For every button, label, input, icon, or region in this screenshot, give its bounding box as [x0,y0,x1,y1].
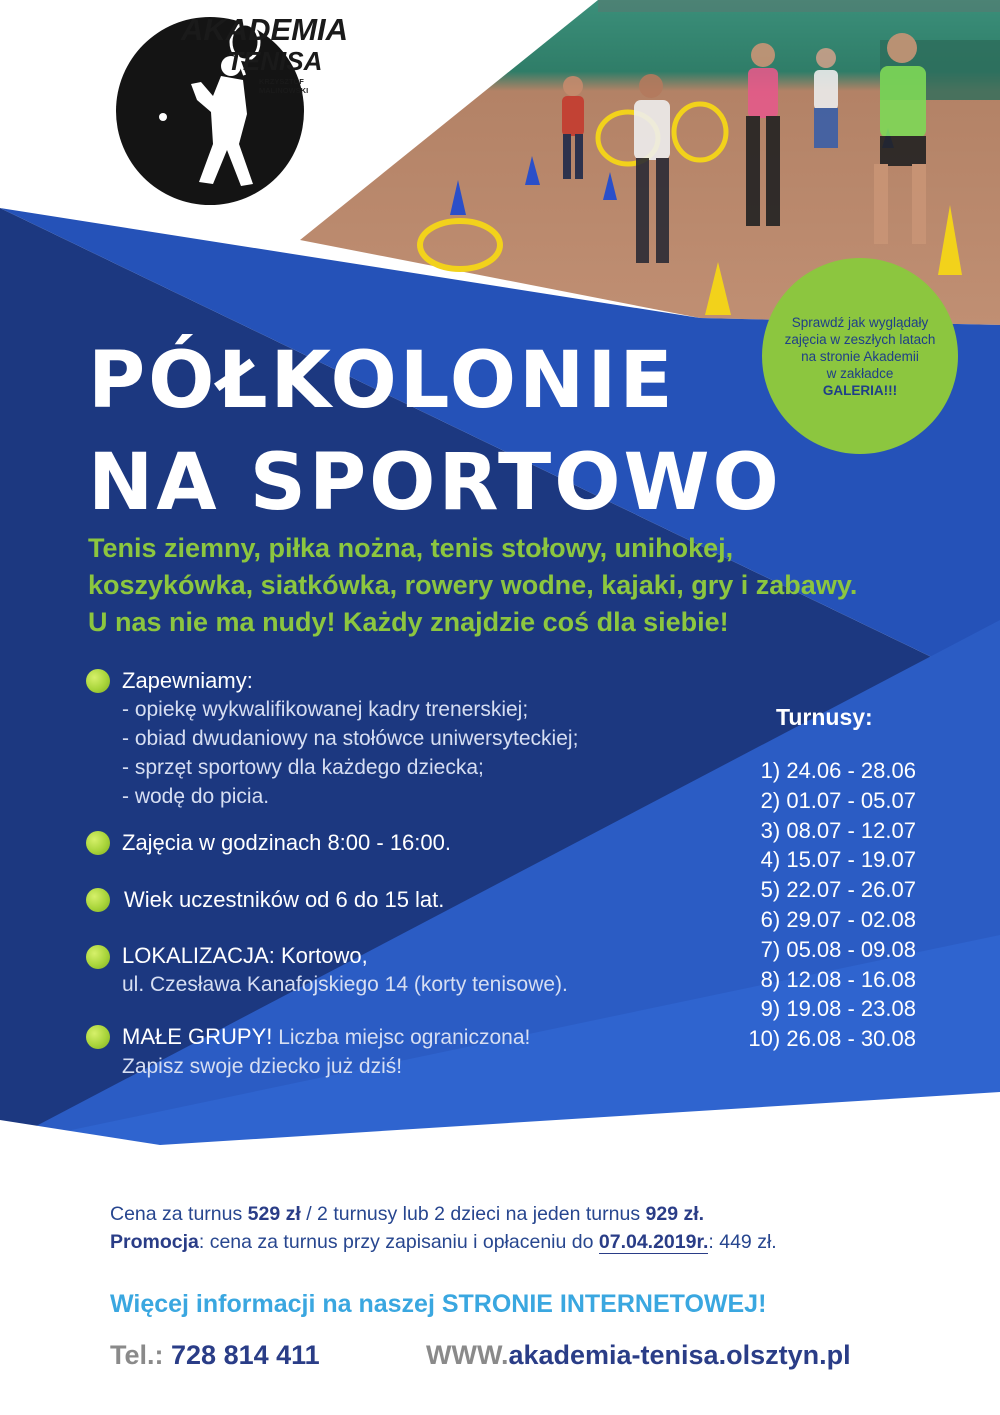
bubble-line: w zakładce [826,365,894,381]
turnus-num: 10) [748,1026,781,1051]
location-address: ul. Czesława Kanafojskiego 14 (korty tenisowe). [122,973,568,996]
gallery-bubble [762,258,958,454]
location-block [122,941,568,999]
turnus-num: 9) [760,996,781,1021]
price-value-2: 929 zł. [645,1203,705,1225]
phone-label: Tel.: [110,1340,172,1370]
provide-title: Zapewniamy: [122,668,253,693]
turnus-num: 4) [760,847,781,872]
headline-line1: PÓŁKOLONIE [88,336,676,426]
provide-item: - obiad dwudaniowy na stołówce uniwersyteckiej; [122,727,579,750]
price-text: / 2 turnusy lub 2 dzieci na jeden turnus [300,1203,646,1225]
headline-line2: NA SPORTOWO [88,438,782,528]
bubble-highlight: GALERIA!!! [822,382,898,398]
turnus-item [700,847,916,873]
phone-number[interactable]: 728 814 411 [171,1340,320,1370]
tennis-ball-bullet-icon [86,669,110,693]
logo-line1: AKADEMIA [181,12,349,47]
website-domain: akademia-tenisa.olsztyn.pl [508,1340,851,1370]
turnus-num: 8) [760,967,781,992]
turnus-item [700,788,916,814]
tennis-ball-bullet-icon [86,945,110,969]
turnus-dates: 19.08 - 23.08 [786,996,916,1021]
turnus-num: 2) [760,788,781,813]
groups-line2: Zapisz swoje dziecko już dziś! [122,1055,403,1078]
turnus-item [700,996,916,1022]
turnus-dates: 15.07 - 19.07 [786,847,916,872]
turnus-item [700,877,916,903]
turnus-item [700,758,916,784]
provide-block [122,666,578,811]
price-value: 529 zł [247,1203,301,1225]
logo-line2: TENISA [227,46,323,76]
groups-label: MAŁE GRUPY! [122,1024,273,1049]
provide-item: - wodę do picia. [122,785,270,808]
turnus-num: 5) [760,877,781,902]
price-text: Cena za turnus [110,1203,248,1225]
promo-date: 07.04.2019r. [598,1231,709,1253]
turnus-dates: 29.07 - 02.08 [786,907,916,932]
location-label: LOKALIZACJA [122,943,269,968]
bubble-line: zajęcia w zeszłych latach [784,331,936,347]
turnus-item [700,818,916,844]
price-line [110,1203,704,1226]
bubble-line: Sprawdź jak wyglądały [791,314,929,330]
turnus-dates: 05.08 - 09.08 [786,937,916,962]
logo-line3: KRZYSZTOF MALINOWSKI [259,77,309,95]
promo-price: : 449 zł. [708,1231,777,1253]
bubble-line: na stronie Akademii [801,348,919,364]
tennis-ball-bullet-icon [86,888,110,912]
tagline-line3: U nas nie ma nudy! Każdy znajdzie coś dla siebie! [88,607,729,637]
groups-block [122,1022,530,1081]
turnus-item [700,937,916,963]
website-prefix: WWW. [426,1340,509,1370]
turnus-num: 1) [760,758,781,783]
turnus-num: 6) [760,907,781,932]
age-text: Wiek uczestników od 6 do 15 lat. [124,887,445,912]
turnus-dates: 01.07 - 05.07 [786,788,916,813]
turnus-num: 3) [760,818,781,843]
promo-label: Promocja [110,1231,199,1253]
turnus-dates: 26.08 - 30.08 [786,1026,916,1051]
tagline-line2: koszykówka, siatkówka, rowery wodne, kajaki, gry i zabawy. [88,570,858,600]
logo [113,12,349,209]
turnus-item [700,967,916,993]
provide-item: - sprzęt sportowy dla każdego dziecka; [122,756,484,779]
turnus-item [700,907,916,933]
tagline-line1: Tenis ziemny, piłka nożna, tenis stołowy, unihokej, [88,533,734,563]
turnus-dates: 12.08 - 16.08 [786,967,916,992]
website-link[interactable] [426,1340,851,1371]
tennis-ball-bullet-icon [86,1025,110,1049]
tennis-ball-bullet-icon [86,831,110,855]
turnusy-title: Turnusy: [776,704,873,730]
tagline [88,530,968,641]
turnus-dates: 24.06 - 28.06 [786,758,916,783]
turnus-item [700,1026,916,1052]
promo-text: : cena za turnus przy zapisaniu i opłaceniu do [198,1231,599,1253]
groups-text: Liczba miejsc ograniczona! [272,1026,531,1049]
turnus-dates: 22.07 - 26.07 [786,877,916,902]
turnus-dates: 08.07 - 12.07 [786,818,916,843]
more-info-text: Więcej informacji na naszej STRONIE INTERNETOWEJ! [110,1290,767,1318]
promo-line [110,1231,777,1254]
hours-text: Zajęcia w godzinach 8:00 - 16:00. [122,830,451,855]
turnus-num: 7) [760,937,781,962]
provide-item: - opiekę wykwalifikowanej kadry trenerskiej; [122,698,529,721]
phone [110,1340,320,1371]
location-value: : Kortowo, [268,943,368,968]
